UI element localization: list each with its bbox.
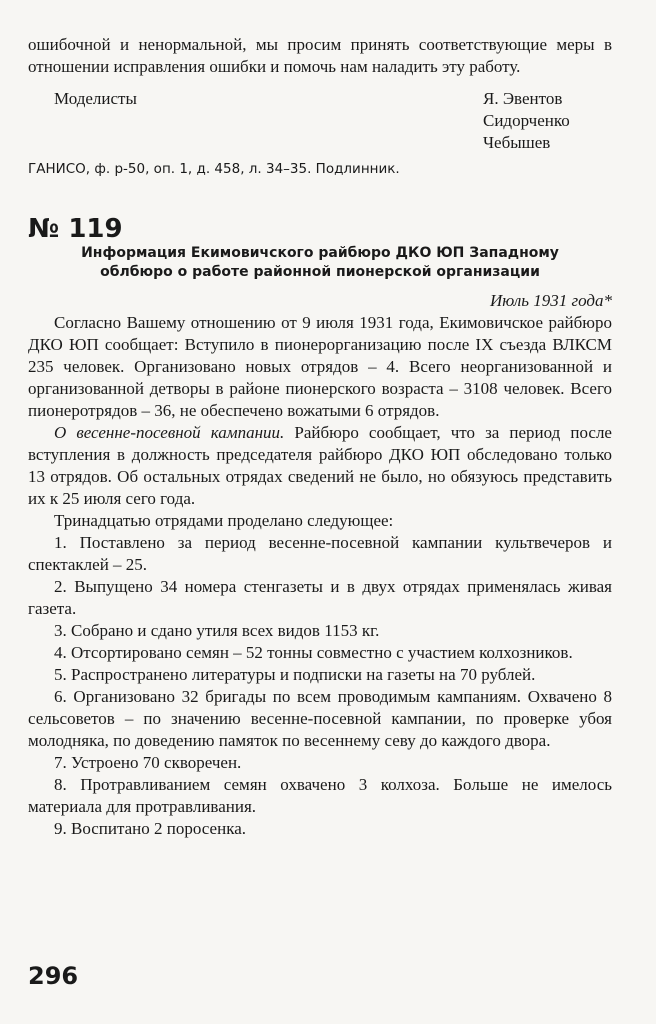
list-item: 1. Поставлено за период весенне-посевной кампании культвечеров и спектаклей – 25. [28, 533, 612, 574]
body-paragraph-text: Райбюро сообщает, что за период после вступления в должность председателя райбюро ДКО ЮП обследовано только 13 отрядов. Об остальных отрядах сведений не было, но обязуюсь представить их к 25 июля сего года. [28, 423, 612, 508]
document-title: Информация Екимовичского райбюро ДКО ЮП Западному облбюро о работе районной пионерской организации [81, 245, 559, 280]
page-content [28, 34, 612, 840]
body-paragraph: Согласно Вашему отношению от 9 июля 1931 года, Екимовичское райбюро ДКО ЮП сообщает: Вступило в пионерорганизацию после IX съезда ВЛКСМ 235 человек. Организовано новых отрядов – 4. Всего неорганизованной и организованной детворы в районе пионерского возраста – 3108 человек. Всего пионеротрядов – 36, не обеспечено вожатыми 6 отрядов. [28, 313, 612, 420]
signature-names [483, 88, 570, 154]
signature-role: Моделисты [54, 89, 137, 108]
signature-name: Я. Эвентов [483, 89, 563, 108]
document-date: Июль 1931 года* [490, 291, 612, 310]
list-item: 5. Распространено литературы и подписки на газеты на 70 рублей. [54, 665, 536, 684]
signature-name: Чебышев [483, 133, 551, 152]
list-item: 4. Отсортировано семян – 52 тонны совместно с участием колхозников. [54, 643, 573, 662]
signature-name: Сидорченко [483, 111, 570, 130]
archive-source: ГАНИСО, ф. р-50, оп. 1, д. 458, л. 34–35. Подлинник. [28, 161, 400, 177]
list-item: 9. Воспитано 2 поросенка. [54, 819, 246, 838]
body-paragraph: Тринадцатью отрядами проделано следующее: [54, 511, 394, 530]
section-heading-italic: О весенне-посевной кампании. [54, 423, 285, 442]
document-number: № 119 [28, 214, 123, 244]
list-item: 2. Выпущено 34 номера стенгазеты и в двух отрядах применялась живая газета. [28, 577, 612, 618]
top-paragraph: ошибочной и ненормальной, мы просим принять соответствующие меры в отношении исправления ошибки и помочь нам наладить эту работу. [28, 35, 612, 76]
list-item: 7. Устроено 70 скворечен. [54, 753, 242, 772]
list-item: 3. Собрано и сдано утиля всех видов 1153 кг. [54, 621, 380, 640]
list-item: 8. Протравливанием семян охвачено 3 колхоза. Больше не имелось материала для протравливания. [28, 775, 612, 816]
body-paragraph [28, 422, 612, 510]
page-number: 296 [28, 962, 79, 990]
results-list [28, 532, 612, 840]
list-item: 6. Организовано 32 бригады по всем проводимым кампаниям. Охвачено 8 сельсоветов – по значению весенне-посевной кампании, по проверке убоя молодняка, по доведению памяток по весеннему севу до каждого двора. [28, 687, 612, 750]
signature-block [28, 88, 612, 154]
